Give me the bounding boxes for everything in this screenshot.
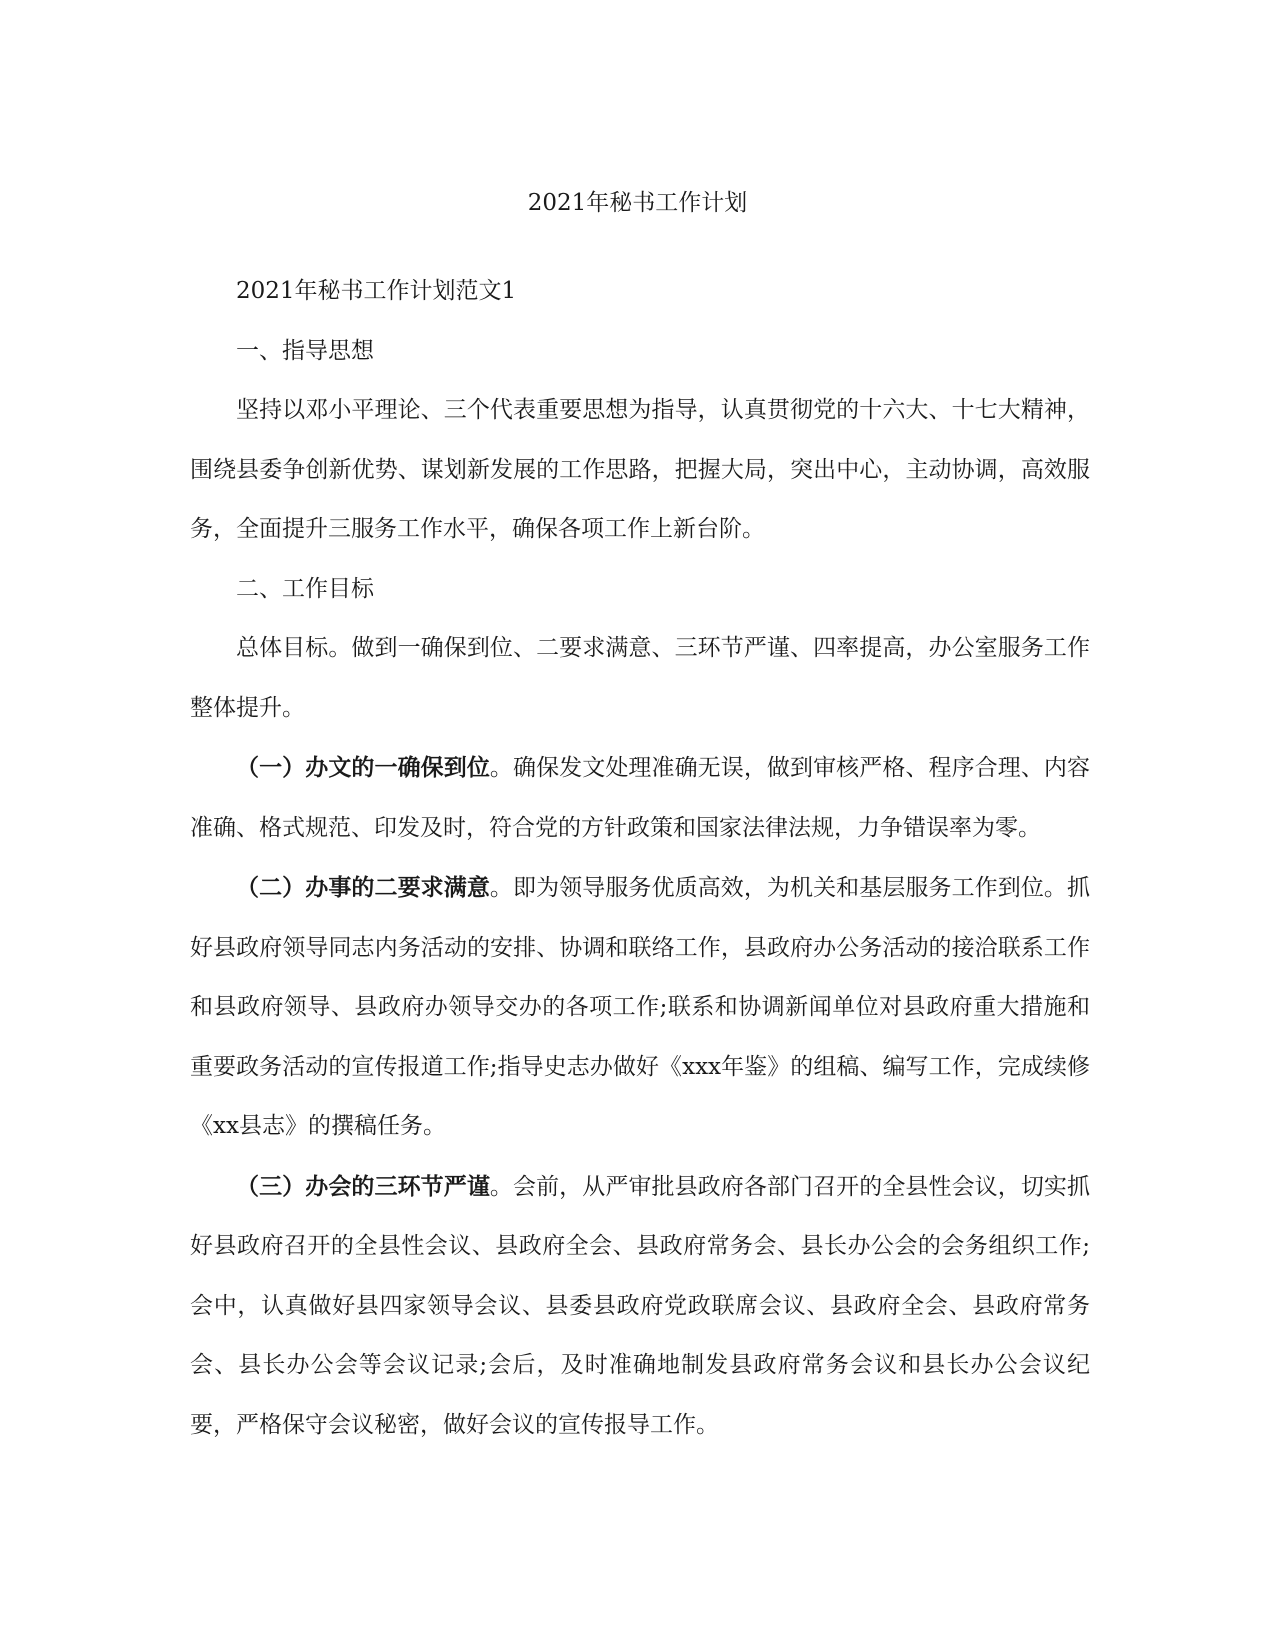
paragraph-goal-1 bbox=[190, 738, 1090, 858]
paragraph-overall-goal: 总体目标。做到一确保到位、二要求满意、三环节严谨、四率提高，办公室服务工作整体提升。 bbox=[190, 635, 1090, 721]
goal-3-heading: （三）办会的三环节严谨 bbox=[236, 1172, 490, 1200]
document-title: 2021年秘书工作计划 bbox=[527, 190, 748, 216]
goal-2-text: 。即为领导服务优质高效，为机关和基层服务工作到位。抓好县政府领导同志内务活动的安排、协调和联络工作，县政府办公务活动的接洽联系工作和县政府领导、县政府办领导交办的各项工作;联系和协调新闻单位对县政府重大措施和重要政务活动的宣传报道工作;指导史志办做好《xxx年鉴》的组稿、编写工作，完成续修《xx县志》的撰稿任务。 bbox=[190, 875, 1091, 1139]
paragraph-heading-guiding-ideology: 一、指导思想 bbox=[236, 337, 374, 364]
paragraph-subtitle: 2021年秘书工作计划范文1 bbox=[236, 278, 517, 304]
paragraph-goal-2 bbox=[190, 858, 1090, 1157]
goal-3-text: 。会前，从严审批县政府各部门召开的全县性会议，切实抓好县政府召开的全县性会议、县政府全会、县政府常务会、县长办公会的会务组织工作;会中，认真做好县四家领导会议、县委县政府党政联席会议、县政府全会、县政府常务会、县长办公会等会议记录;会后，及时准确地制发县政府常务会议和县长办公会议纪要，严格保守会议秘密，做好会议的宣传报导工作。 bbox=[190, 1173, 1091, 1438]
paragraph-guiding-ideology: 坚持以邓小平理论、三个代表重要思想为指导，认真贯彻党的十六大、十七大精神，围绕县委争创新优势、谋划新发展的工作思路，把握大局，突出中心，主动协调，高效服务，全面提升三服务工作水平，确保各项工作上新台阶。 bbox=[190, 397, 1090, 542]
paragraph-goal-3 bbox=[190, 1157, 1090, 1456]
goal-2-heading: （二）办事的二要求满意 bbox=[236, 874, 490, 901]
goal-1-text: 。确保发文处理准确无误，做到审核严格、程序合理、内容准确、格式规范、印发及时，符合党的方针政策和国家法律法规，力争错误率为零。 bbox=[190, 755, 1091, 841]
document-body bbox=[190, 262, 1090, 1455]
goal-1-heading: （一）办文的一确保到位 bbox=[236, 754, 490, 781]
paragraph-heading-work-goals: 二、工作目标 bbox=[236, 575, 374, 602]
